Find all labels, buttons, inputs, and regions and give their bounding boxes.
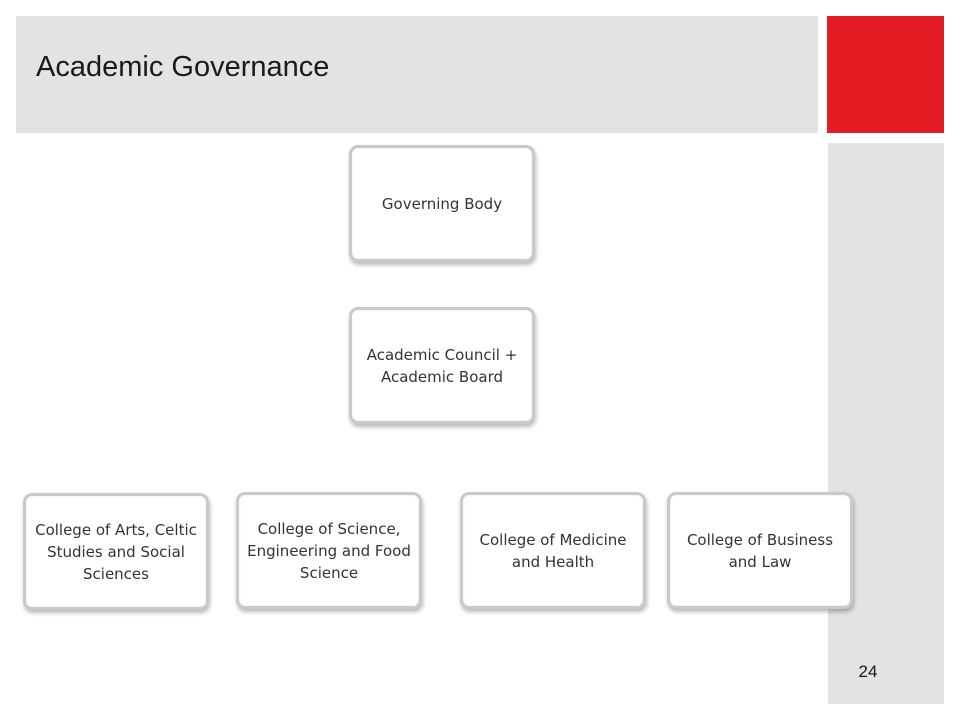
node-college-science xyxy=(236,492,422,609)
node-governing-body xyxy=(349,145,535,262)
red-accent-block xyxy=(827,16,944,133)
node-label: Governing Body xyxy=(381,194,503,213)
node-label: College of Business and Law xyxy=(686,530,834,571)
node-label: College of Medicine and Health xyxy=(479,530,627,571)
node-college-arts xyxy=(23,493,209,610)
slide-title: Academic Governance xyxy=(36,51,330,83)
page-number: 24 xyxy=(858,662,878,681)
node-college-medicine xyxy=(460,492,646,609)
node-college-business xyxy=(667,492,853,609)
node-academic-council xyxy=(349,307,535,424)
title-banner xyxy=(16,16,818,133)
node-label: College of Arts, Celtic Studies and Social Sciences xyxy=(35,520,197,583)
node-label: Academic Council + Academic Board xyxy=(366,345,518,386)
node-label: College of Science, Engineering and Food Science xyxy=(247,519,411,582)
side-panel xyxy=(828,143,944,704)
